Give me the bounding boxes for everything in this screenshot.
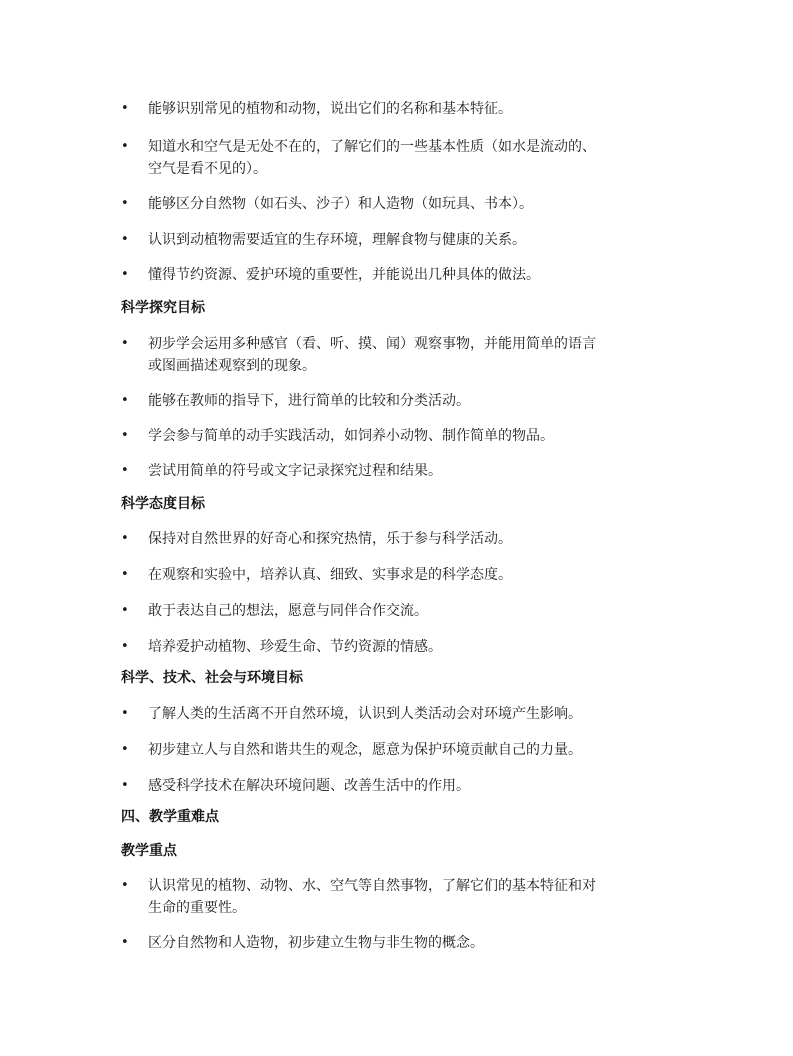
bullet-icon: • — [121, 196, 129, 211]
list-item-text: 知道水和空气是无处不在的，了解它们的一些基本性质（如水是流动的、 空气是看不见的）。 — [148, 139, 596, 177]
section-heading: 科学、技术、社会与环境目标 — [121, 670, 303, 686]
list-item-text: 敢于表达自己的想法，愿意与同伴合作交流。 — [148, 603, 428, 619]
bullet-icon: • — [121, 706, 129, 721]
list-item-text: 初步学会运用多种感官（看、听、摸、闻）观察事物，并能用简单的语言 或图画描述观察到的现象。 — [148, 336, 596, 374]
list-item-text: 学会参与简单的动手实践活动，如饲养小动物、制作简单的物品。 — [148, 428, 554, 444]
bullet-icon: • — [121, 778, 129, 793]
section-heading: 科学态度目标 — [121, 496, 205, 512]
section-heading: 科学探究目标 — [121, 300, 205, 316]
bullet-icon: • — [121, 336, 129, 351]
list-item-text: 保持对自然世界的好奇心和探究热情，乐于参与科学活动。 — [148, 531, 512, 547]
bullet-icon: • — [121, 232, 129, 247]
bullet-icon: • — [121, 463, 129, 478]
list-item-text: 培养爱护动植物、珍爱生命、节约资源的情感。 — [148, 639, 442, 655]
bullet-icon: • — [121, 101, 129, 116]
bullet-icon: • — [121, 639, 129, 654]
bullet-icon: • — [121, 428, 129, 443]
list-item-text: 在观察和实验中，培养认真、细致、实事求是的科学态度。 — [148, 567, 512, 583]
list-item-text: 能够在教师的指导下，进行简单的比较和分类活动。 — [148, 393, 470, 409]
subsection-heading: 教学重点 — [121, 843, 177, 859]
list-item-text: 区分自然物和人造物，初步建立生物与非生物的概念。 — [148, 935, 484, 951]
bullet-icon: • — [121, 742, 129, 757]
list-item-text: 认识常见的植物、动物、水、空气等自然事物，了解它们的基本特征和对 生命的重要性。 — [148, 878, 596, 916]
list-item-text: 认识到动植物需要适宜的生存环境，理解食物与健康的关系。 — [148, 232, 526, 248]
bullet-icon: • — [121, 603, 129, 618]
list-item-text: 了解人类的生活离不开自然环境，认识到人类活动会对环境产生影响。 — [148, 706, 582, 722]
bullet-icon: • — [121, 393, 129, 408]
bullet-icon: • — [121, 878, 129, 893]
bullet-icon: • — [121, 267, 129, 282]
section-heading: 四、教学重难点 — [121, 809, 219, 825]
list-item-text: 能够识别常见的植物和动物，说出它们的名称和基本特征。 — [148, 101, 512, 117]
list-item-text: 初步建立人与自然和谐共生的观念，愿意为保护环境贡献自己的力量。 — [148, 742, 582, 758]
bullet-icon: • — [121, 567, 129, 582]
bullet-icon: • — [121, 935, 129, 950]
list-item-text: 能够区分自然物（如石头、沙子）和人造物（如玩具、书本）。 — [148, 196, 533, 212]
bullet-icon: • — [121, 531, 129, 546]
list-item-text: 尝试用简单的符号或文字记录探究过程和结果。 — [148, 463, 442, 479]
list-item-text: 感受科学技术在解决环境问题、改善生活中的作用。 — [148, 778, 470, 794]
bullet-icon: • — [121, 139, 129, 154]
list-item-text: 懂得节约资源、爱护环境的重要性，并能说出几种具体的做法。 — [148, 267, 540, 283]
